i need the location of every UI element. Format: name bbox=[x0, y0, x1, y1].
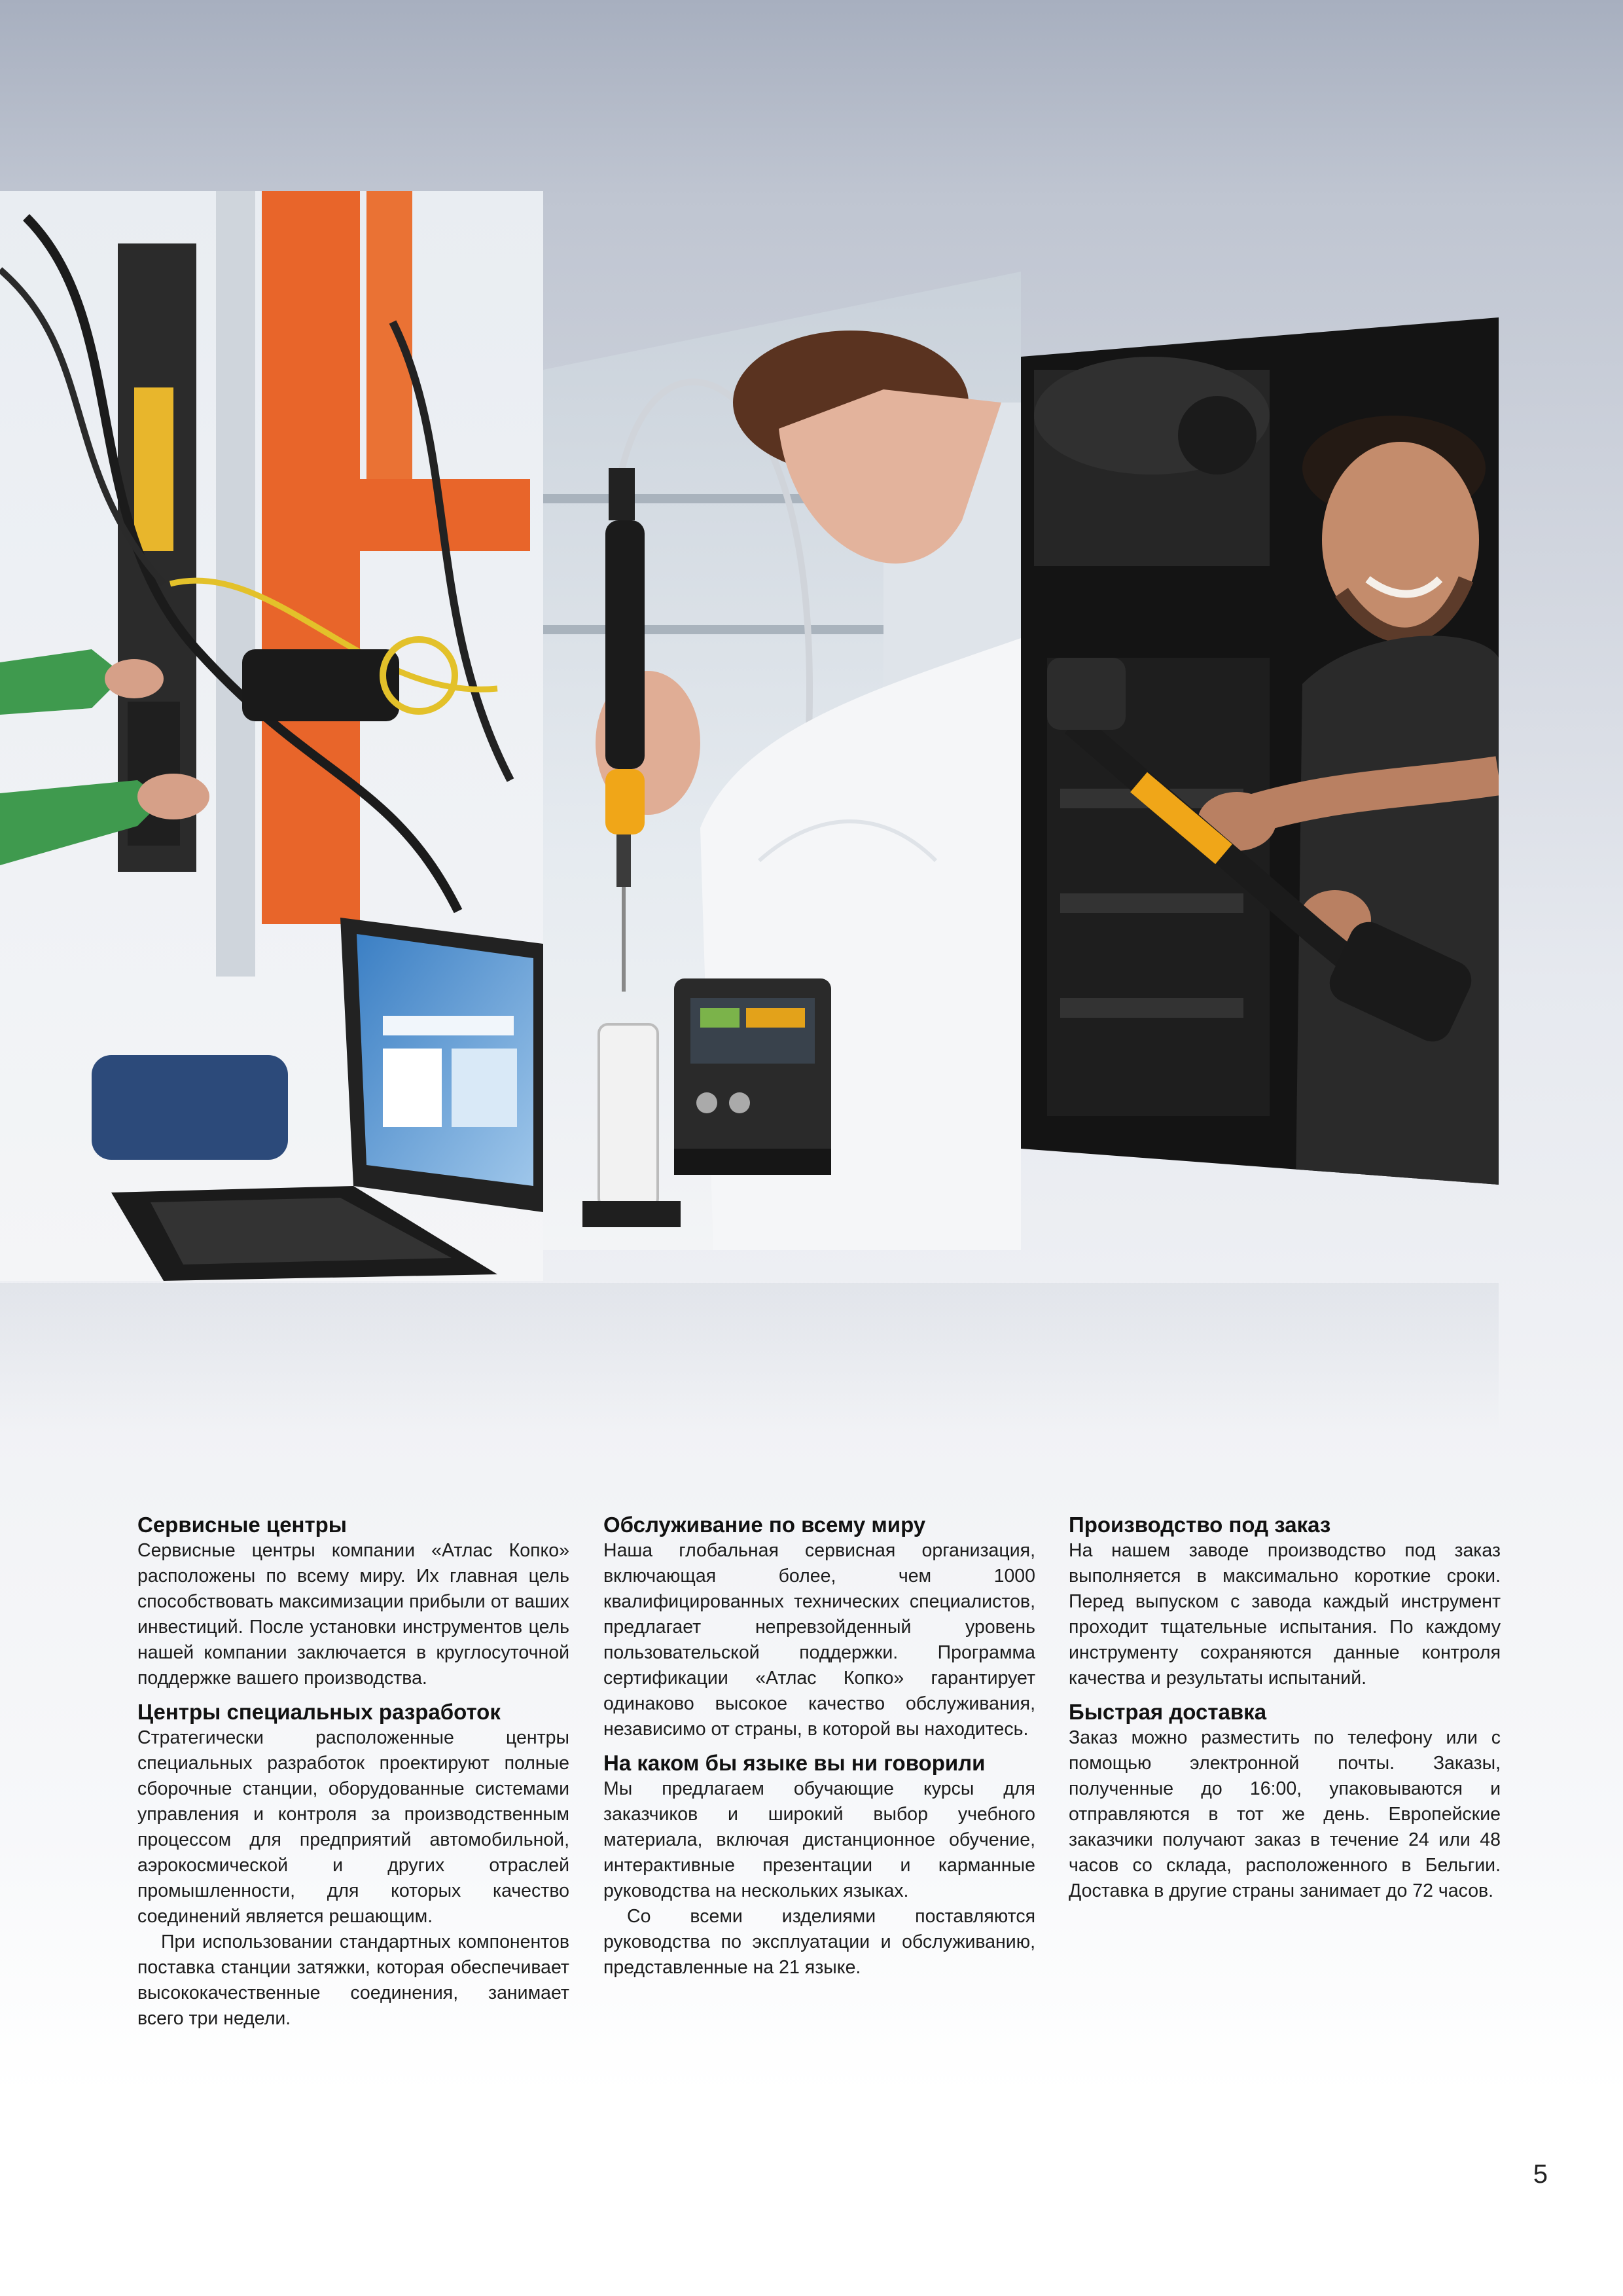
mechanic-photo bbox=[1021, 317, 1499, 1185]
heading-languages: На каком бы языке вы ни говорили bbox=[603, 1751, 986, 1775]
paragraph: Со всеми изделиями поставляются руководства по эксплуатации и обслуживанию, представленные на 21 языке. bbox=[603, 1906, 1035, 1978]
text-column-2 bbox=[603, 1512, 1035, 1981]
heading-worldwide-service: Обслуживание по всему миру bbox=[603, 1513, 926, 1537]
paragraph: Наша глобальная сервисная организация, включающая более, чем 1000 квалифицированных технических специалистов, предлагает непревзойденный уровень пользовательской поддержки. Программа сертификации «Атлас Копко» гарантирует одинаково высокое качество обслуживания, независимо от страны, в которой вы находитесь. bbox=[603, 1540, 1035, 1740]
photo-reflection bbox=[0, 1283, 1499, 1433]
heading-fast-delivery: Быстрая доставка bbox=[1069, 1700, 1267, 1724]
heading-special-development: Центры специальных разработок bbox=[137, 1700, 501, 1724]
text-column-1 bbox=[137, 1512, 569, 2032]
paragraph: Сервисные центры компании «Атлас Копко» расположены по всему миру. Их главная цель способствовать максимизации прибыли от ваших инвестиций. После установки инструментов цель нашей компании заключается в круглосуточной поддержке вашего производства. bbox=[137, 1540, 569, 1689]
lab-technician-photo bbox=[543, 272, 1021, 1250]
paragraph: Стратегически расположенные центры специальных разработок проектируют полные сборочные станции, оборудованные системами управления и контроля за производственным процессом для предприятий автомобильной, аэрокосмической и других отраслей промышленности, для которых качество соединений является решающим. bbox=[137, 1727, 569, 1927]
assembly-station-photo bbox=[0, 191, 543, 1281]
heading-custom-production: Производство под заказ bbox=[1069, 1513, 1331, 1537]
heading-service-centers: Сервисные центры bbox=[137, 1513, 347, 1537]
paragraph: Мы предлагаем обучающие курсы для заказчиков и широкий выбор учебного материала, включая дистанционное обучение, интерактивные презентации и карманные руководства на нескольких языках. bbox=[603, 1778, 1035, 1901]
paragraph: Заказ можно разместить по телефону или с помощью электронной почты. Заказы, полученные до 16:00, упаковываются и отправляются в тот же день. Европейские заказчики получают заказ в течение 24 или 48 часов со склада, расположенного в Бельгии. Доставка в другие страны занимает до 72 часов. bbox=[1069, 1727, 1501, 1901]
page-number: 5 bbox=[1533, 2160, 1548, 2189]
paragraph: На нашем заводе производство под заказ выполняется в максимально короткие сроки. Перед выпуском с завода каждый инструмент проходит тщательные испытания. По каждому инструменту сохраняются данные контроля качества и результаты испытаний. bbox=[1069, 1540, 1501, 1689]
paragraph: При использовании стандартных компонентов поставка станции затяжки, которая обеспечивает высококачественные соединения, занимает всего три недели. bbox=[137, 1931, 569, 2029]
text-column-3 bbox=[1069, 1512, 1501, 1904]
